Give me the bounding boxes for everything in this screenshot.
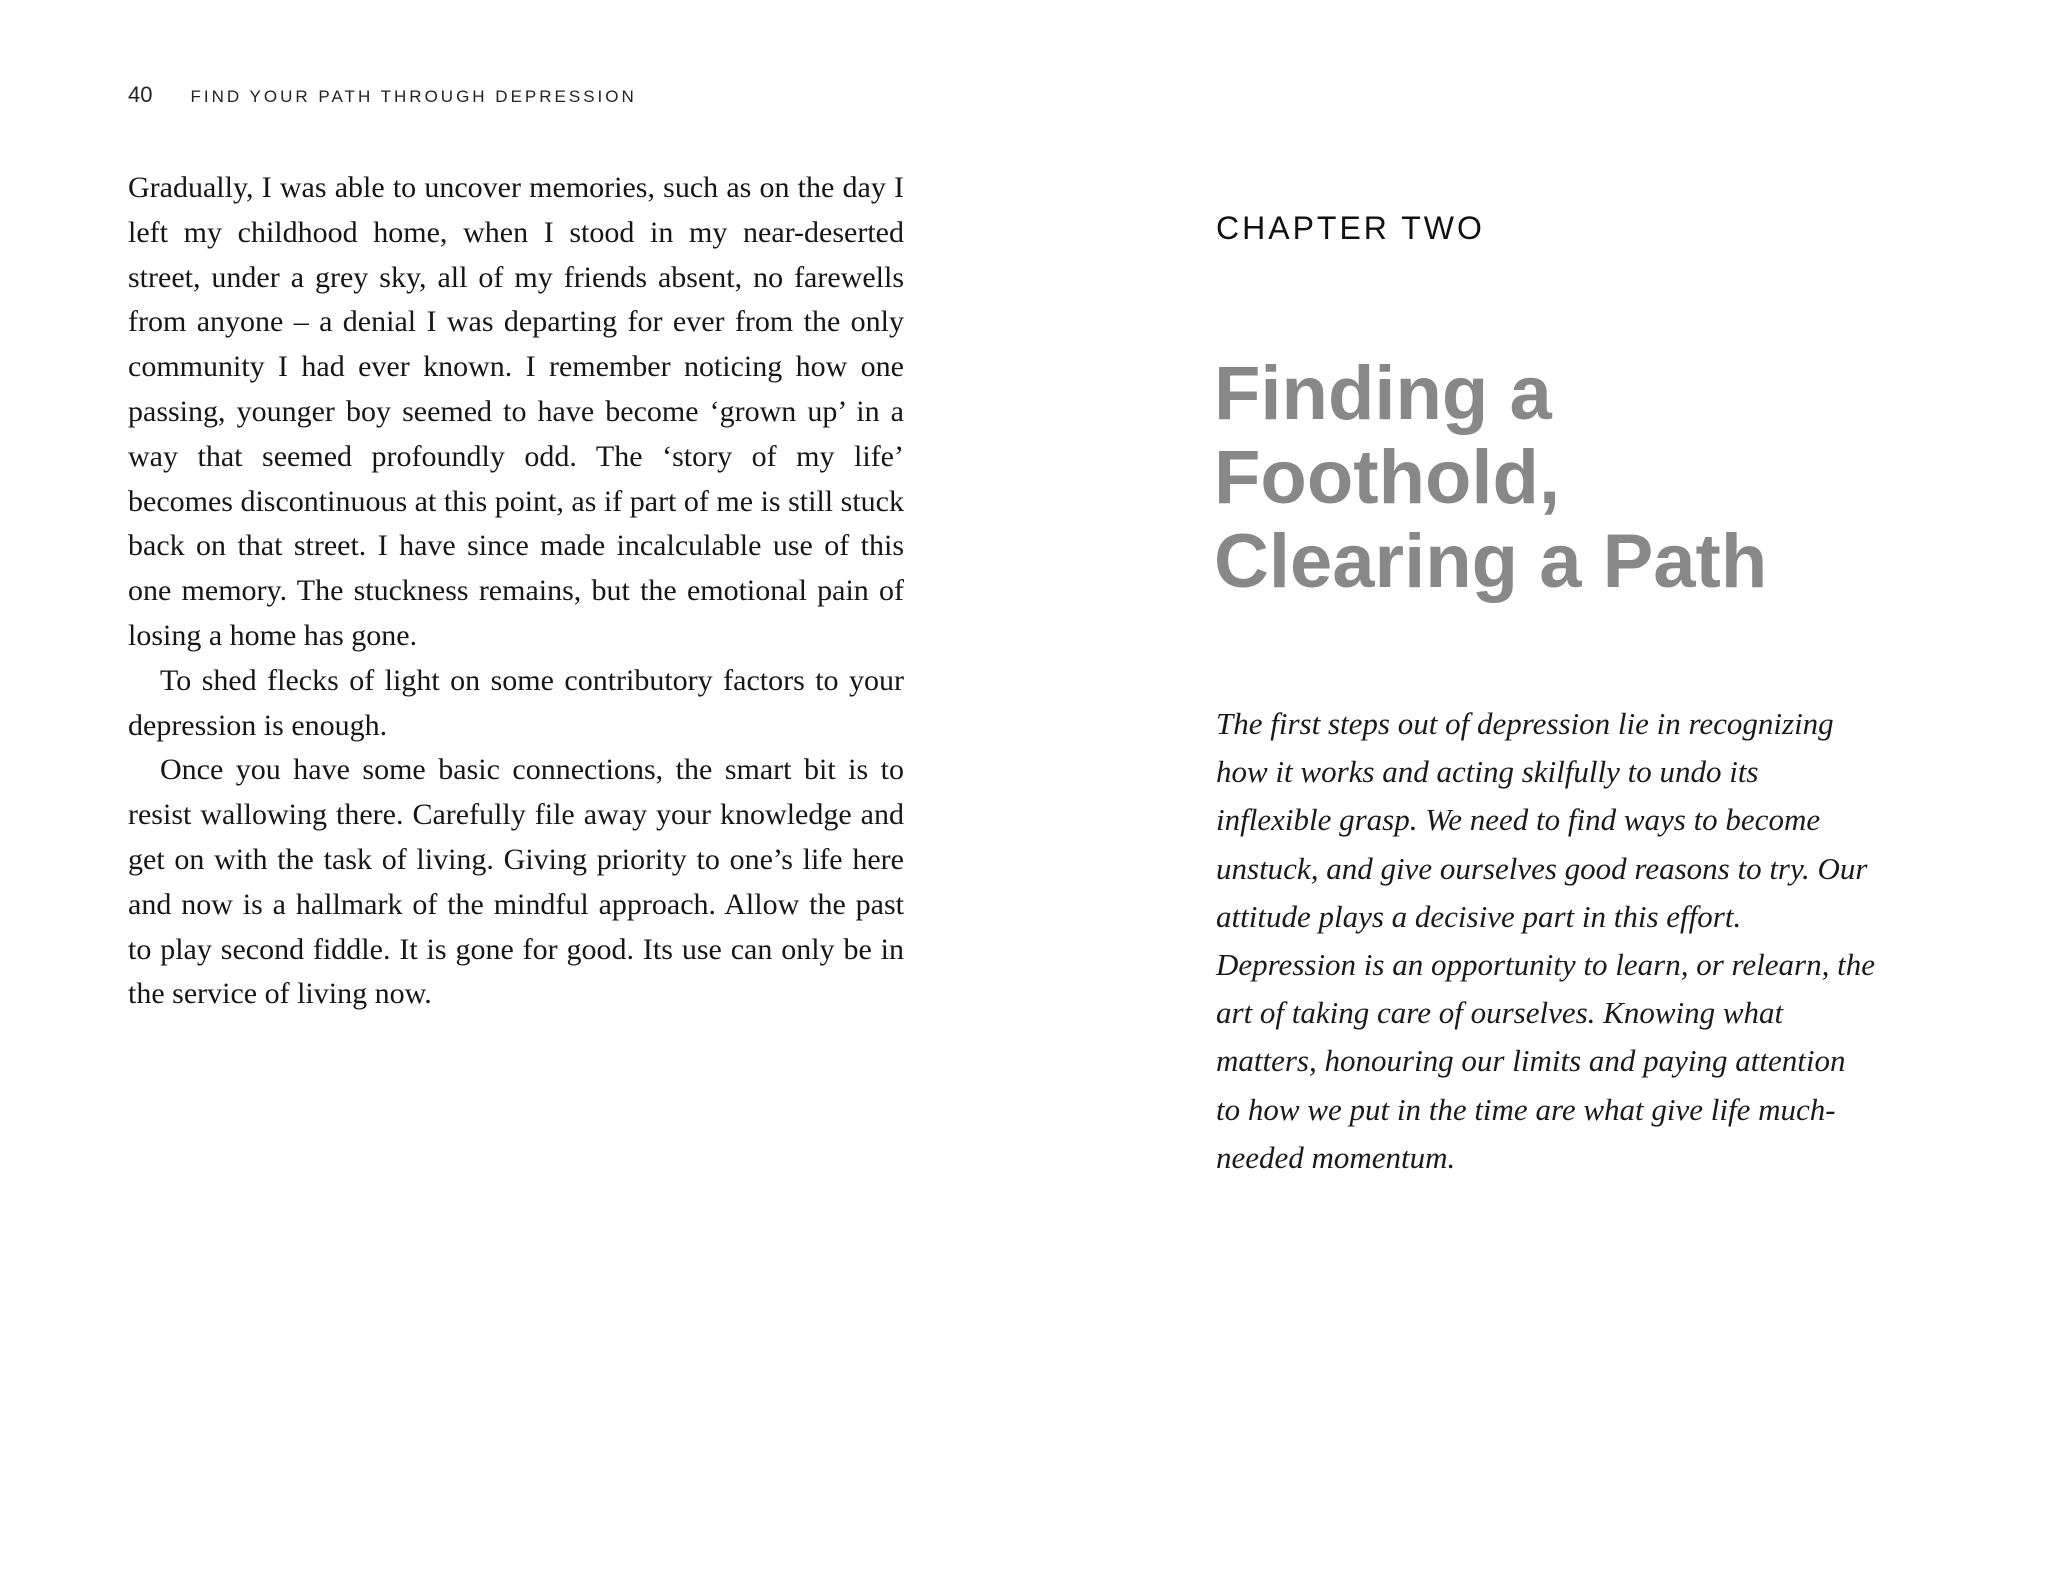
chapter-title-line: Foothold, [1214, 435, 1561, 520]
page-number: 40 [128, 82, 153, 107]
body-paragraph: Gradually, I was able to uncover memories, such as on the day I left my childhood home, when I stood in my near-deserted street, under a grey sky, all of my friends absent, no farewells from anyone – a denial I was departing for ever from the only community I had ever known. I remember noticing how one passing, younger boy seemed to have become ‘grown up’ in a way that seemed profoundly odd. The ‘story of my life’ becomes discontinuous at this point, as if part of me is still stuck back on that street. I have since made incalculable use of this one memory. The stuckness remains, but the emotional pain of losing a home has gone. [128, 171, 904, 652]
epigraph-line: to how we put in the time are what give life much- [1216, 1091, 1836, 1127]
epigraph-line: Depression is an opportunity to learn, or relearn, the [1216, 947, 1875, 983]
body-paragraph: To shed flecks of light on some contributory factors to your depression is enough. [128, 663, 904, 742]
chapter-label: CHAPTER TWO [1216, 210, 1485, 246]
body-paragraph: Once you have some basic connections, the smart bit is to resist wallowing there. Carefully file away your knowledge and get on with the task of living. Giving priority to one’s life here and now is a hallmark of the mindful approach. Allow the past to play second fiddle. It is gone for good. Its use can only be in the service of living now. [128, 753, 904, 1011]
epigraph-line: art of taking care of ourselves. Knowing what [1216, 995, 1784, 1031]
chapter-title-line: Finding a [1214, 351, 1552, 436]
chapter-title [1214, 352, 1934, 604]
epigraph-line: matters, honouring our limits and paying attention [1216, 1043, 1846, 1079]
running-title: FIND YOUR PATH THROUGH DEPRESSION [190, 87, 637, 106]
epigraph-line: needed momentum. [1216, 1139, 1456, 1175]
epigraph-line: inflexible grasp. We need to find ways to become [1216, 802, 1821, 838]
epigraph-line: attitude plays a decisive part in this effort. [1216, 898, 1742, 934]
epigraph-line: The first steps out of depression lie in recognizing [1216, 706, 1834, 741]
epigraph-line: how it works and acting skilfully to undo its [1216, 754, 1759, 790]
chapter-title-line: Clearing a Path [1214, 519, 1768, 604]
epigraph-line: unstuck, and give ourselves good reasons to try. Our [1216, 850, 1868, 886]
running-head [128, 82, 637, 112]
chapter-epigraph [1216, 700, 1936, 1182]
left-page-body [128, 166, 904, 1017]
